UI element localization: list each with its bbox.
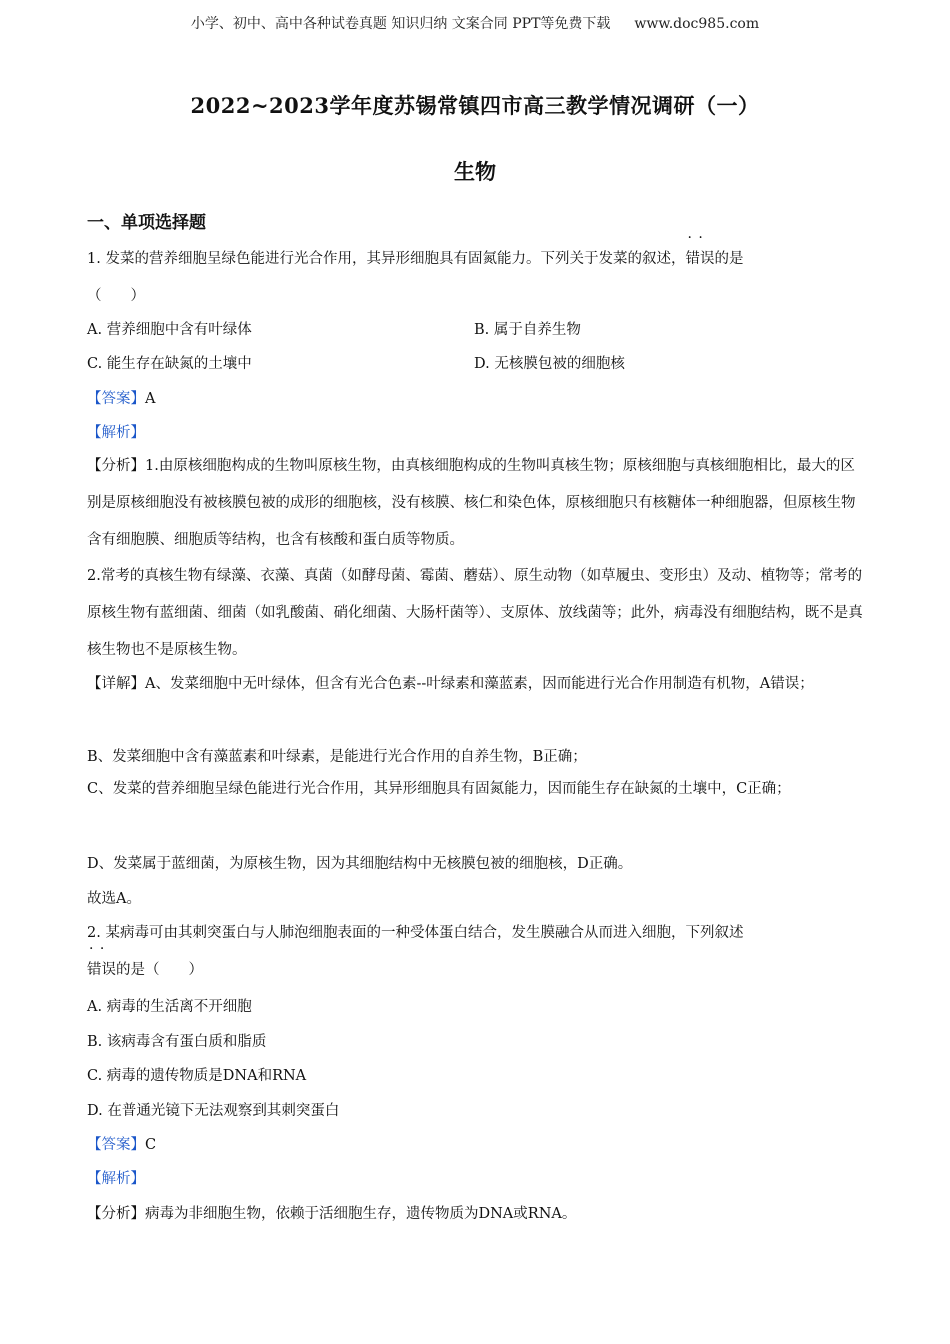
fenxi-tag: 【分析】 xyxy=(87,1206,145,1222)
q1-paren: （ ） xyxy=(87,288,145,304)
xiangjie-tag: 【详解】 xyxy=(87,676,145,692)
q1-xiangjie-d: D、发菜属于蓝细菌，为原核生物，因为其细胞结构中无核膜包被的细胞核，D正确。 xyxy=(87,856,633,872)
q1-answer xyxy=(87,387,155,408)
q1-xiangjie-a: 【详解】A、发菜细胞中无叶绿体，但含有光合色素--叶绿素和藻蓝素，因而能进行光合作用制造有机物，A错误； xyxy=(87,676,814,692)
section-heading: 一、单项选择题 xyxy=(87,213,206,233)
q2-option-a: A. 病毒的生活离不开细胞 xyxy=(87,999,252,1015)
answer-tag: 【答案】 xyxy=(87,391,145,407)
q2-analysis-tag: 【解析】 xyxy=(87,1171,145,1187)
q1-conclusion: 故选A。 xyxy=(87,891,141,907)
content-area xyxy=(87,0,867,1344)
q2-fenxi: 【分析】病毒为非细胞生物，依赖于活细胞生存，遗传物质为DNA或RNA。 xyxy=(87,1206,577,1222)
fenxi-tag: 【分析】 xyxy=(87,458,145,474)
q1-xiangjie-b: B、发菜细胞中含有藻蓝素和叶绿素，是能进行光合作用的自养生物，B正确； xyxy=(87,749,587,765)
q1-option-d: D. 无核膜包被的细胞核 xyxy=(474,356,625,372)
q2-answer-value: C xyxy=(145,1137,157,1153)
header-site-link[interactable]: www.doc985.com xyxy=(634,16,760,32)
q1-option-b: B. 属于自养生物 xyxy=(474,322,581,338)
q1-option-c: C. 能生存在缺氮的土壤中 xyxy=(87,356,252,372)
q2-stem: 2. 某病毒可由其刺突蛋白与人肺泡细胞表面的一种受体蛋白结合，发生膜融合从而进入细胞，下列叙述 xyxy=(87,925,744,941)
q1-fenxi-1: 【分析】1.由原核细胞构成的生物叫原核生物，由真核细胞构成的生物叫真核生物；原核细胞与真核细胞相比，最大的区别是原核细胞没有被核膜包被的成形的细胞核，没有核膜、核仁和染色体，原核细胞只有核糖体一种细胞器，但原核生物含有细胞膜、细胞质等结构，也含有核酸和蛋白质等物质。 xyxy=(87,458,856,548)
q2-stem-cont: · · 错误的是（ ） xyxy=(87,958,203,979)
exam-title: 2022~2023学年度苏锡常镇四市高三教学情况调研（一） xyxy=(190,93,760,118)
q1-fenxi-2: 2.常考的真核生物有绿藻、衣藻、真菌（如酵母菌、霉菌、蘑菇）、原生动物（如草履虫、变形虫）及动、植物等；常考的原核生物有蓝细菌、细菌（如乳酸菌、硝化细菌、大肠杆菌等）、支原体、放线菌等；此外，病毒没有细胞结构，既不是真核生物也不是原核生物。 xyxy=(87,568,863,658)
q2-option-d: D. 在普通光镜下无法观察到其刺突蛋白 xyxy=(87,1103,340,1119)
exam-subject: 生物 xyxy=(454,159,496,184)
q1-analysis-tag: 【解析】 xyxy=(87,425,145,441)
q1-stem: 1. 发菜的营养细胞呈绿色能进行光合作用，其异形细胞具有固氮能力。下列关于发菜的叙述，· · 错误的是 xyxy=(87,247,743,268)
q2-emphasis: · · 错误 xyxy=(87,958,116,979)
q1-xiangjie-c: C、发菜的营养细胞呈绿色能进行光合作用，其异形细胞具有固氮能力，因而能生存在缺氮的土壤中，C正确； xyxy=(87,781,791,797)
q2-answer xyxy=(87,1133,156,1154)
q1-emphasis: · · 错误 xyxy=(685,247,714,268)
q1-option-a: A. 营养细胞中含有叶绿体 xyxy=(87,322,252,338)
q2-option-c: C. 病毒的遗传物质是DNA和RNA xyxy=(87,1068,307,1084)
q2-option-b: B. 该病毒含有蛋白质和脂质 xyxy=(87,1034,267,1050)
q1-answer-value: A xyxy=(145,391,156,407)
header-text: 小学、初中、高中各种试卷真题 知识归纳 文案合同 PPT等免费下载 xyxy=(190,16,611,32)
answer-tag: 【答案】 xyxy=(87,1137,145,1153)
